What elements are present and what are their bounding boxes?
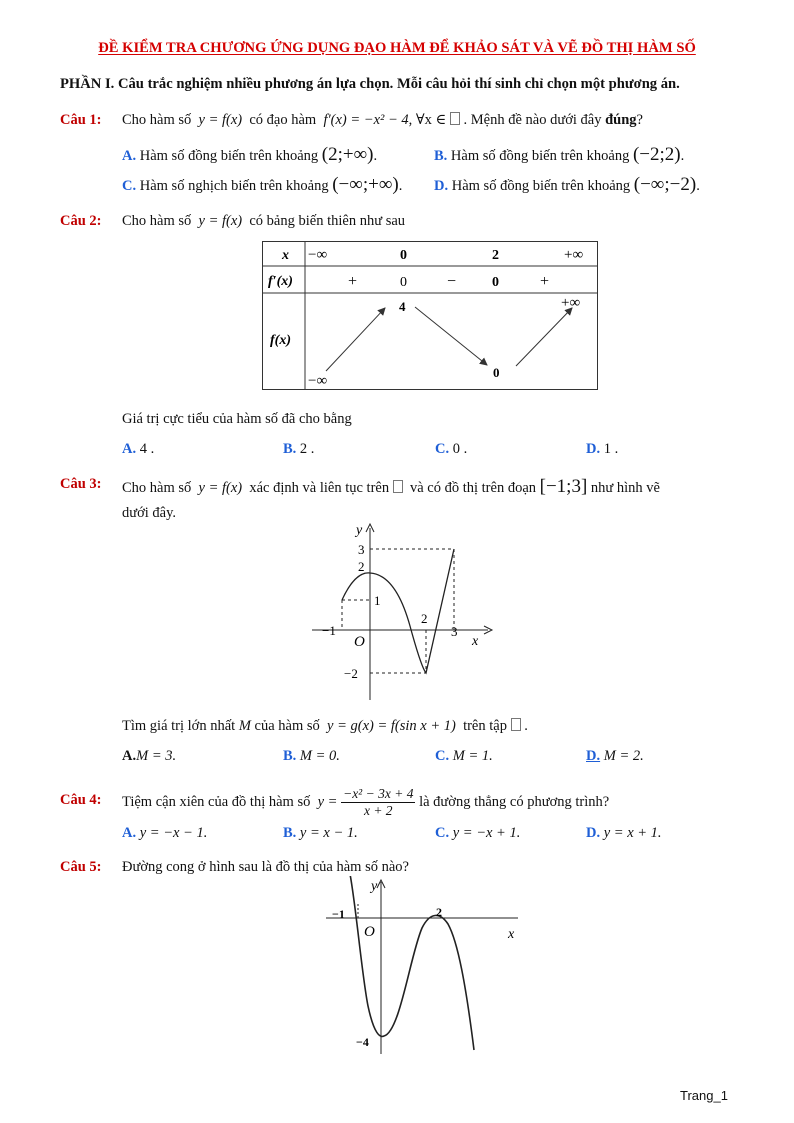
vt-x-label: x xyxy=(282,248,289,263)
y-axis-label: y xyxy=(356,523,363,538)
q3-graph xyxy=(308,520,498,715)
q1-option-a[interactable]: A. Hàm số đồng biến trên khoảng (2;+∞). xyxy=(122,144,378,165)
q1-label: Câu 1: xyxy=(60,112,102,128)
vt-f-label: f(x) xyxy=(270,333,291,348)
tick-label: 2 xyxy=(358,559,365,574)
function-curve xyxy=(350,876,474,1050)
q4-option-a[interactable]: A. y = −x − 1. xyxy=(122,825,208,841)
arrow-up xyxy=(326,308,385,371)
vt-fp-val: + xyxy=(540,273,550,290)
q1-option-c[interactable]: C. Hàm số nghịch biến trên khoảng (−∞;+∞). xyxy=(122,174,403,195)
q4-option-d[interactable]: D. y = x + 1. xyxy=(586,825,662,841)
vt-x-val: −∞ xyxy=(308,247,328,263)
vt-f-val: 4 xyxy=(399,299,406,314)
tick-label: 1 xyxy=(374,593,381,608)
q4-option-b[interactable]: B. y = x − 1. xyxy=(283,825,358,841)
variation-table xyxy=(262,241,598,396)
arrow-up xyxy=(516,308,572,366)
vt-f-val: +∞ xyxy=(561,295,581,311)
tick-label: 3 xyxy=(358,542,365,557)
page-number: Trang_1 xyxy=(680,1088,728,1103)
q3-stem: Cho hàm số y = f(x) xác định và liên tục trên và có đồ thị trên đoạn [−1;3] như hình vẽ xyxy=(122,476,660,497)
part-heading: PHẦN I. Câu trắc nghiệm nhiều phương án lựa chọn. Mỗi câu hỏi thí sinh chỉ chọn một phương án. xyxy=(60,76,680,92)
tick-label: −1 xyxy=(322,623,336,638)
x-axis-label: x xyxy=(472,634,479,649)
q3-option-a[interactable]: A.M = 3. xyxy=(122,748,177,764)
q3-question: Tìm giá trị lớn nhất M của hàm số y = g(x) = f(sin x + 1) trên tập . xyxy=(122,718,528,734)
vt-x-val: 2 xyxy=(492,248,499,263)
page-title: ĐỀ KIỂM TRA CHƯƠNG ỨNG DỤNG ĐẠO HÀM ĐỂ KHẢO SÁT VÀ VẼ ĐỒ THỊ HÀM SỐ xyxy=(98,40,696,56)
q2-option-a[interactable]: A. 4 . xyxy=(122,441,155,457)
q3-option-c[interactable]: C. M = 1. xyxy=(435,748,493,764)
q4-fraction: $\frac{\text{−x² − 3x + 4}}{x + 2}$ xyxy=(343,785,414,818)
x-axis-label: x xyxy=(508,927,515,942)
q5-label: Câu 5: xyxy=(60,859,102,875)
q3-option-b[interactable]: B. M = 0. xyxy=(283,748,340,764)
q2-question: Giá trị cực tiểu của hàm số đã cho bằng xyxy=(122,411,352,427)
missing-glyph-box xyxy=(450,112,460,125)
tick-label: −2 xyxy=(344,666,358,681)
tick-label: 3 xyxy=(451,624,458,639)
q3-label: Câu 3: xyxy=(60,476,102,492)
q4-stem: Tiệm cận xiên của đồ thị hàm số y = $\frac{\text{−x² − 3x + 4}}{x + 2}$ là đường thẳng có phương trình? xyxy=(122,785,610,818)
vt-fp-label: f′(x) xyxy=(268,274,293,289)
q2-option-b[interactable]: B. 2 . xyxy=(283,441,315,457)
vt-f-val: −∞ xyxy=(308,373,328,389)
q4-option-c[interactable]: C. y = −x + 1. xyxy=(435,825,521,841)
vt-x-val: 0 xyxy=(400,248,407,263)
q2-label: Câu 2: xyxy=(60,213,102,229)
q4-label: Câu 4: xyxy=(60,792,102,808)
q1-option-b[interactable]: B. Hàm số đồng biến trên khoảng (−2;2). xyxy=(434,144,685,165)
q2-option-d[interactable]: D. 1 . xyxy=(586,441,619,457)
origin-label: O xyxy=(354,634,365,650)
vt-x-val: +∞ xyxy=(564,247,584,263)
q5-graph xyxy=(318,876,528,1061)
arrow-down xyxy=(415,307,487,365)
tick-label: 2 xyxy=(421,611,428,626)
q1-option-d[interactable]: D. Hàm số đồng biến trên khoảng (−∞;−2). xyxy=(434,174,700,195)
tick-label: 2 xyxy=(436,905,442,919)
vt-fp-val: 0 xyxy=(400,275,407,290)
tick-label: −1 xyxy=(332,907,345,921)
q3-option-d[interactable]: D. M = 2. xyxy=(586,748,644,764)
missing-glyph-box xyxy=(511,718,521,731)
q1-stem: Cho hàm số y = f(x) có đạo hàm f′(x) = −x² − 4, ∀x ∈ . Mệnh đề nào dưới đây đúng? xyxy=(122,112,643,128)
q2-option-c[interactable]: C. 0 . xyxy=(435,441,468,457)
vt-fp-val: + xyxy=(348,273,358,290)
q3-stem-cont: dưới đây. xyxy=(122,505,177,521)
vt-f-val: 0 xyxy=(493,365,500,380)
q5-stem: Đường cong ở hình sau là đồ thị của hàm số nào? xyxy=(122,859,409,875)
origin-label: O xyxy=(364,924,375,940)
y-axis-label: y xyxy=(371,879,378,894)
vt-fp-val: 0 xyxy=(492,275,499,290)
missing-glyph-box xyxy=(393,480,403,493)
q2-stem: Cho hàm số y = f(x) có bảng biến thiên như sau xyxy=(122,213,406,229)
vt-fp-val: − xyxy=(447,273,457,290)
tick-label: −4 xyxy=(356,1035,369,1049)
